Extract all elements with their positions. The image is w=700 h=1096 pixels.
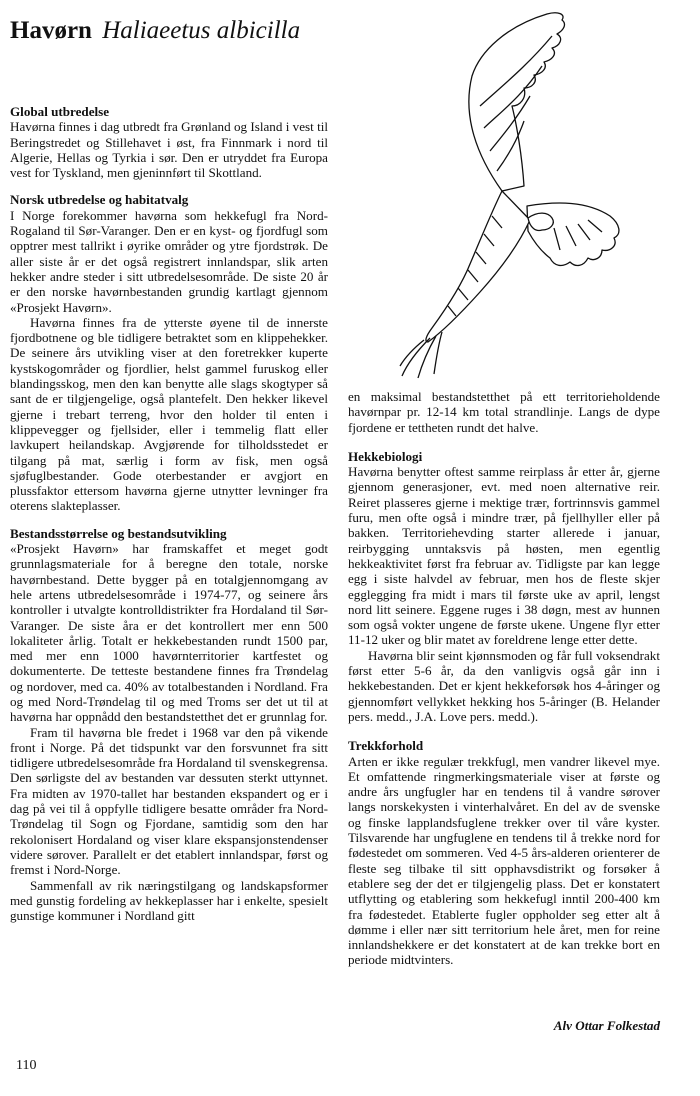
eagle-illustration (352, 6, 652, 382)
section-heading: Bestandsstørrelse og bestandsutvikling (10, 525, 227, 541)
paragraph: Havørna benytter oftest samme reirplass år etter år, gjerne gjennom generasjoner, evt. med noen alternative reir. Reiret plasseres gjerne i mektige trær, fortrinnsvis gammel furu, men ofte også i mindre trær, på fjellhyller eller på bakken. Territoriehevding starter allerede i januar, reirbygging unntaksvis på høsten, men egentlig hekkeaktivitet først fra februar av. Tidligste par kan legge egg i siste halvdel av februar, men hos de fleste skjer egglegging fra midt i mars til første uke av april, lengst nord litt seinere. Eggene ruges i 38 døgn, mest av hunnen som også vokter ungene de første ukene. Ungene flyr etter 11-12 uker og blir matet av foreldrene lenge etter dette. (348, 464, 660, 648)
paragraph: Arten er ikke regulær trekkfugl, men vandrer likevel mye. Et omfattende ringmerkingsmateriale viser at første og andre års ungfugler har en tendens til å vandre sørover langs norskekysten i vinterhalvåret. En del av de svenske og finske lapplandsfuglene trekker over til våre kyster. Tilsvarende har ungfuglene en tendens til å trekke nord for fødestedet om sommeren. Ved 4-5 års-alderen orienterer de fleste seg tilbake til sitt opphavsdistrikt og forsøker å etablere seg der det er tilgjengelig plass. Det er konstatert utflytting og etablering som hekkefugl inntil 200-400 km fra fødestedet. Etablerte fugler oppholder seg etter alt å dømme i eller nær sitt territorium hele året, men for reine innlandshekkere er det konstatert at de kan trekke bort en periode midtvinters. (348, 753, 660, 968)
right-column (348, 389, 660, 982)
page-number: 110 (16, 1058, 37, 1073)
section-heading: Hekkebiologi (348, 448, 423, 464)
paragraph: Havørna blir seint kjønnsmoden og får full voksendrakt først etter 5-6 år, da den vanligvis også går inn i hekkebestanden. Det er kjent hekkeforsøk hos 4-åringer og gjennomført vellykket hekking hos 5-åringer (B. Helander pers. medd., J.A. Love pers. medd.). (348, 647, 660, 724)
paragraph: Sammenfall av rik næringstilgang og landskapsformer med gunstig fordeling av hekkeplasser har i enkelte, spesielt gunstige kommuner i Nordland gitt (10, 877, 328, 924)
paragraph: en maksimal bestandstetthet på ett territorieholdende havørnpar pr. 12-14 km total strandlinje. Langs de dype fjordene er tettheten rundt det halve. (348, 389, 660, 435)
section-trekk (348, 738, 660, 967)
paragraph: «Prosjekt Havørn» har framskaffet et meget godt grunnlagsmateriale for å beregne den totale, norske havørnbestand. Dette bygger på en totalgjennomgang av hele artens utbredelsesområde i 1974-77, og seinere års kontroller i utvalgte kontrolldistrikter fra Hordaland til Sør-Varanger. De siste åra er det kontrollert mer enn 500 lokaliteter årlig. Totalt er hekkebestanden rundt 1500 par, med mer enn 1000 havørnterritorier kartfestet og dokumenterte. De tetteste bestandene finnes fra Trøndelag og nordover, med ca. 40% av totalbestanden i Nordland. Fra og med Nord-Trøndelag til og med Troms ser det ut til at havørna har oppnådd den bestandstetthet det er grunnlag for. (10, 541, 328, 725)
page-title (10, 16, 300, 46)
paragraph: Havørna finnes fra de ytterste øyene til de innerste fjordbotnene og ble tidligere betraktet som en klippehekker. De seinere års utvikling viser at den foretrekker kuperte kystskogområder og fjordlier, helst gammel furuskog eller blandingsskog, men den kan benytte alle slags skogtyper så sant de er tilgjengelige, også plantefelt. Den hekker likevel gjerne i trebart terreng, hvor den holder til enten i klippevegger og fjellsider, eller i temmelig flatt eller lavkupert heilandskap. Avgjørende for tilholdsstedet er tilgang på mat, særlig i form av fisk, men også sjøfuglbestander. Gode oterbestander er avgjort en plussfaktor ettersom havørna gjerne utnytter levninger fra oterens slakteplasser. (10, 314, 328, 514)
paragraph: I Norge forekommer havørna som hekkefugl fra Nord-Rogaland til Sør-Varanger. Den er en kyst- og fjordfugl som opptrer mest tallrikt i øyrike områder og ytre fjordstrøk. De aller siste år er det også registrert innlandspar, slik arten hekker andre steder i sitt utbredelsesområde. De siste 20 år er den norske havørnbestanden grundig kartlagt gjennom «Prosjekt Havørn». (10, 207, 328, 315)
section-norsk (10, 192, 328, 513)
section-global (10, 104, 328, 180)
section-hekkebiologi (348, 449, 660, 724)
section-bestand (10, 526, 328, 924)
section-heading: Trekkforhold (348, 738, 424, 754)
paragraph: Fram til havørna ble fredet i 1968 var den på vikende front i Norge. På det tidspunkt var den forsvunnet fra sitt tidligere utbredelsesområde fra Hordaland til svenskegrensa. Den sørligste del av bestanden var dessuten sterkt uttynnet. Fra midten av 1970-tallet har bestanden ekspandert og er i dag på vei til å oppfylle tidligere besatte områder fra Nord-Trøndelag til Sogn og Fjordane, samtidig som den har rekolonisert Hordaland og viser klare ekspansjonstendenser videre sørover. Parallelt er det etablert innlandspar, først og fremst i Nord-Norge. (10, 724, 328, 878)
section-heading: Global utbredelse (10, 104, 110, 119)
species-name: Havørn (10, 17, 92, 44)
section-heading: Norsk utbredelse og habitatvalg (10, 192, 189, 208)
scientific-name: Haliaeetus albicilla (102, 17, 301, 44)
paragraph: Havørna finnes i dag utbredt fra Grønland og Island i vest til Beringstredet og Stillehavet i øst, fra Finnmark i nord til Algerie, Hellas og Tyrkia i sør. Den er utryddet fra Europa vest for Tyskland, men gjeninnført til Skottland. (10, 119, 328, 181)
author-signature: Alv Ottar Folkestad (553, 1018, 660, 1033)
left-column (10, 104, 328, 937)
section-continuation (348, 389, 660, 435)
